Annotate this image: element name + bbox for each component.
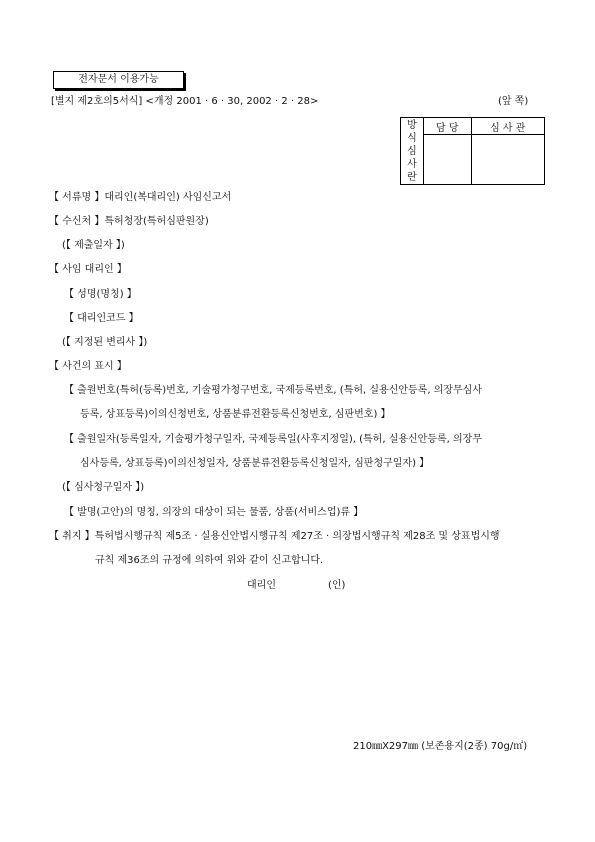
- field-app-number-line2: 등록, 상표등록)이의신청번호, 상품분류전환등록신청번호, 심판번호) 】: [80, 409, 391, 420]
- field-doc-name: 【 서류명 】대리인(복대리인) 사임신고서: [49, 192, 232, 203]
- approval-col-examiner: 심 사 관: [471, 118, 545, 135]
- field-recipient: 【 수신처 】특허청장(특허심판원장): [49, 216, 209, 227]
- field-app-number-line1: 【 출원번호(특허(등록)번호, 기술평가청구번호, 국제등록번호, (특허, 실용신안등록, 의장무심사: [64, 385, 482, 396]
- field-resign-agent: 【 사임 대리인 】: [49, 264, 127, 275]
- form-reference: [별지 제2호의5서식] <개정 2001 · 6 · 30, 2002 · 2 · 28>: [51, 96, 319, 107]
- field-name: 【 성명(명칭) 】: [64, 289, 137, 300]
- field-exam-request-date: (【 심사청구일자 】): [62, 482, 145, 493]
- agent-signature-label: 대리인: [247, 580, 276, 591]
- paper-spec-footer: 210㎜X297㎜ (보존용지(2종) 70g/㎡): [353, 741, 528, 752]
- field-app-date-line1: 【 출원일자(등록일자, 기술평가청구일자, 국제등록일(사후지정일), (특허, 실용신안등록, 의장무: [64, 434, 482, 445]
- approval-cell-officer: [424, 135, 472, 185]
- approval-box: [400, 117, 545, 185]
- seal-mark: (인): [328, 580, 346, 591]
- field-case-display: 【 사건의 표시 】: [49, 361, 127, 372]
- approval-col-officer: 담 당: [424, 118, 472, 135]
- field-app-date-line2: 심사등록, 상표등록)이의신청일자, 상품분류전환등록신청일자, 심판청구일자) 】: [80, 458, 430, 469]
- field-agent-code: 【 대리인코드 】: [64, 313, 139, 324]
- field-purpose-line1: 【 취지 】특허법시행규칙 제5조 · 실용신안법시행규칙 제27조 · 의장법시행규칙 제28조 및 상표법시행: [49, 531, 500, 542]
- field-product-name: 【 발명(고안)의 명칭, 의장의 대상이 되는 물품, 상품(서비스업)류 】: [64, 507, 364, 518]
- field-designated-attorney: (【 지정된 변리사 】): [62, 337, 148, 348]
- page-side: (앞 쪽): [498, 96, 529, 107]
- approval-label: 방 식 심 사 란: [401, 118, 424, 185]
- field-purpose-line2: 규칙 제36조의 규정에 의하여 위와 같이 신고합니다.: [95, 555, 324, 566]
- field-submit-date: (【 제출일자 】): [62, 240, 125, 251]
- approval-cell-examiner: [471, 135, 545, 185]
- electronic-document-badge: 전자문서 이용가능: [53, 71, 184, 89]
